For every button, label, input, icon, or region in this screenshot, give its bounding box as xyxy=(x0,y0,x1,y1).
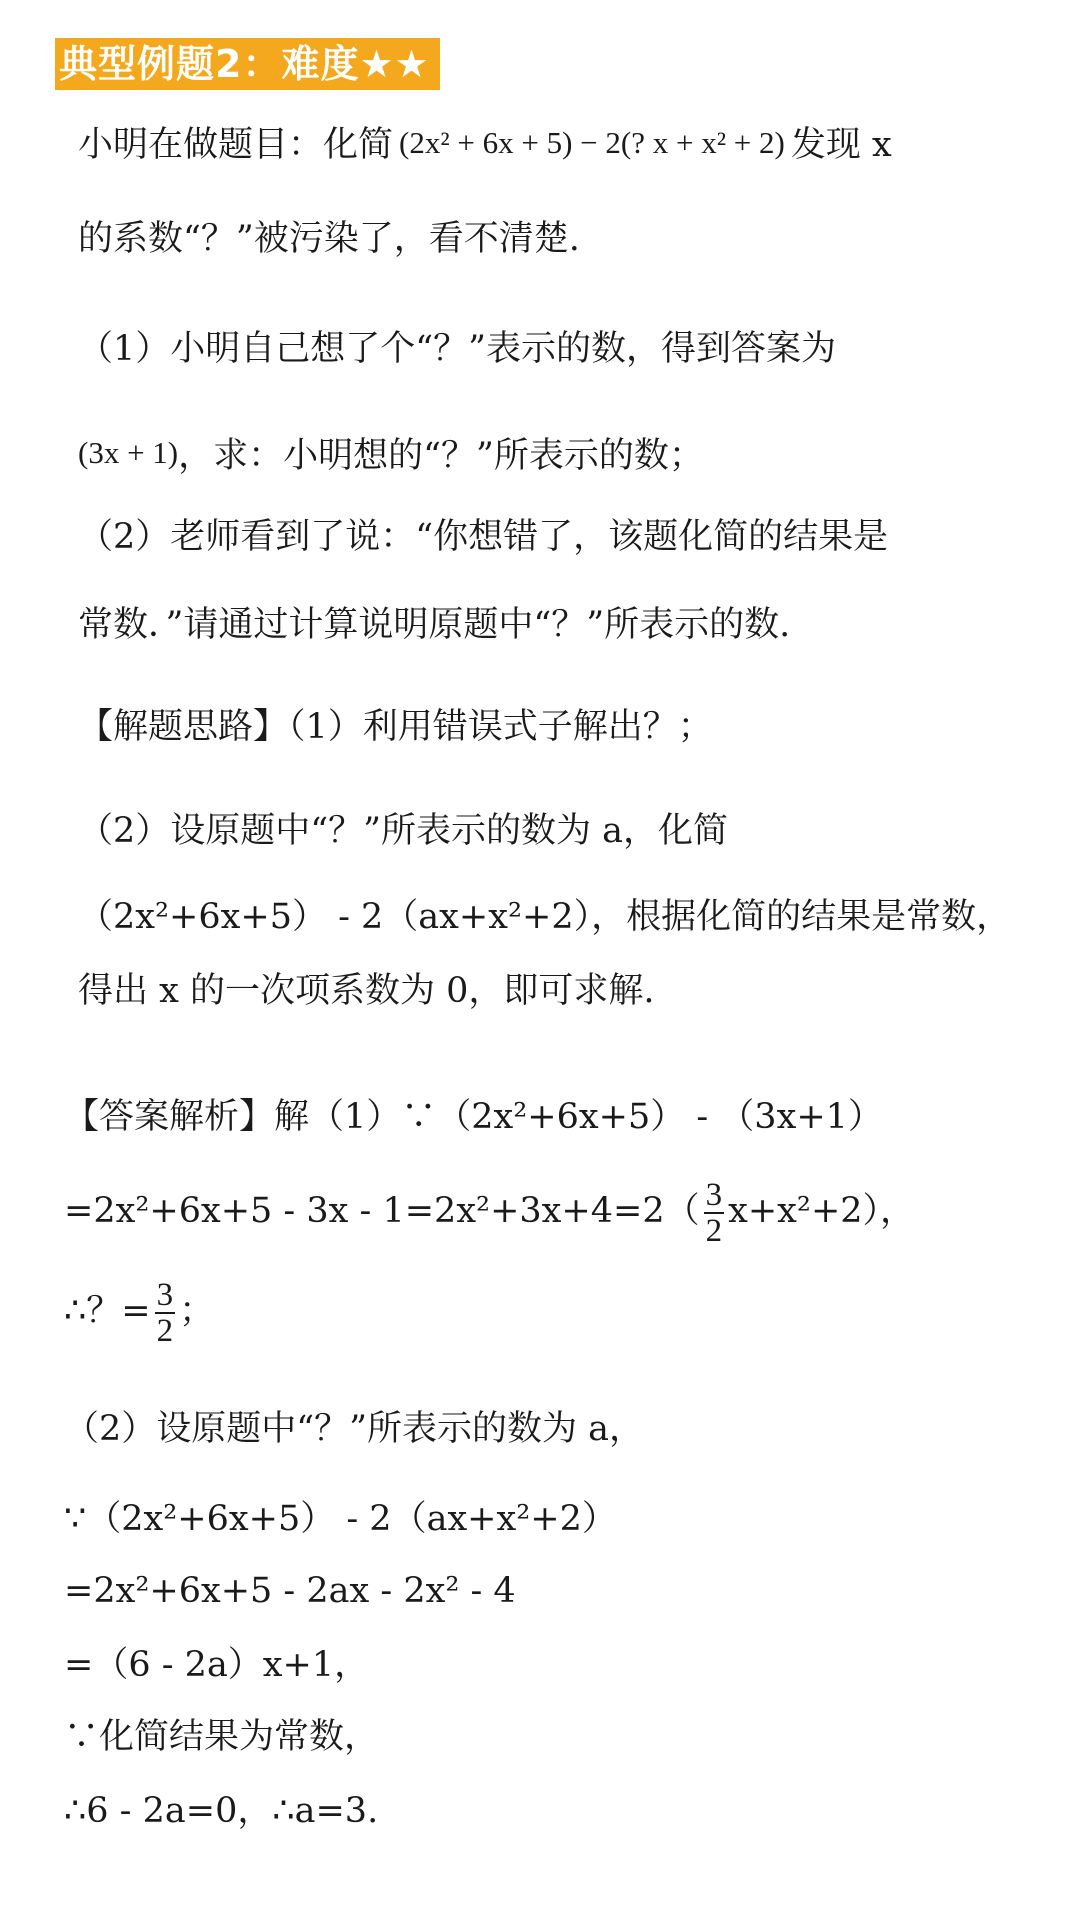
thinking-line-1: 【解题思路】（1）利用错误式子解出？； xyxy=(78,707,713,747)
problem-line-2: 的系数“？”被污染了，看不清楚. xyxy=(78,219,580,259)
answer-line-6: =2x²+6x+5 - 2ax - 2x² - 4 xyxy=(64,1571,516,1611)
page-title: 典型例题2：难度★★ xyxy=(55,38,440,90)
thinking-line-3: （2x²+6x+5） - 2（ax+x²+2），根据化简的结果是常数， xyxy=(78,897,1012,937)
fraction-three-halves xyxy=(704,1178,725,1248)
problem-line-1-suffix: 发现 x xyxy=(790,125,892,165)
answer-line-9: ∴6 - 2a=0，∴a=3. xyxy=(64,1791,379,1831)
answer-line-2-left: =2x²+6x+5 - 3x - 1=2x²+3x+4=2（ xyxy=(64,1191,700,1231)
answer-line-3-left: ∴？= xyxy=(64,1291,151,1331)
fraction-denominator: 2 xyxy=(156,1312,174,1349)
answer-line-5: ∵（2x²+6x+5） - 2（ax+x²+2） xyxy=(64,1499,617,1539)
thinking-line-4: 得出 x 的一次项系数为 0，即可求解. xyxy=(78,971,655,1011)
part1-line-2 xyxy=(78,428,704,481)
problem-line-1 xyxy=(78,118,892,170)
fraction-denominator: 2 xyxy=(705,1212,723,1249)
thinking-line-2: （2）设原题中“？”所表示的数为 a，化简 xyxy=(78,811,729,851)
problem-line-1-prefix: 小明在做题目：化简 xyxy=(78,125,394,165)
part1-line-2-rest: ，求：小明想的“？”所表示的数； xyxy=(178,436,704,476)
answer-line-8: ∵化简结果为常数， xyxy=(64,1717,380,1757)
part1-expression: (3x + 1) xyxy=(78,435,179,470)
part2-line-2: 常数．”请通过计算说明原题中“？”所表示的数. xyxy=(78,605,791,645)
part1-line-1: （1）小明自己想了个“？”表示的数，得到答案为 xyxy=(78,329,837,369)
problem-expression: (2x² + 6x + 5) − 2(? x + x² + 2) xyxy=(399,125,785,160)
answer-line-7: =（6 - 2a）x+1， xyxy=(64,1645,370,1685)
answer-line-4: （2）设原题中“？”所表示的数为 a， xyxy=(64,1409,645,1449)
part2-line-1: （2）老师看到了说：“你想错了，该题化简的结果是 xyxy=(78,517,889,557)
answer-line-3 xyxy=(64,1266,214,1356)
fraction-numerator: 3 xyxy=(156,1276,174,1313)
answer-line-3-right: ； xyxy=(179,1291,215,1331)
answer-line-2 xyxy=(64,1166,915,1256)
fraction-result xyxy=(155,1278,176,1348)
answer-line-2-right: x+x²+2）， xyxy=(728,1191,916,1231)
fraction-numerator: 3 xyxy=(705,1176,723,1213)
answer-line-1: 【答案解析】解（1）∵（2x²+6x+5） - （3x+1） xyxy=(64,1097,883,1137)
